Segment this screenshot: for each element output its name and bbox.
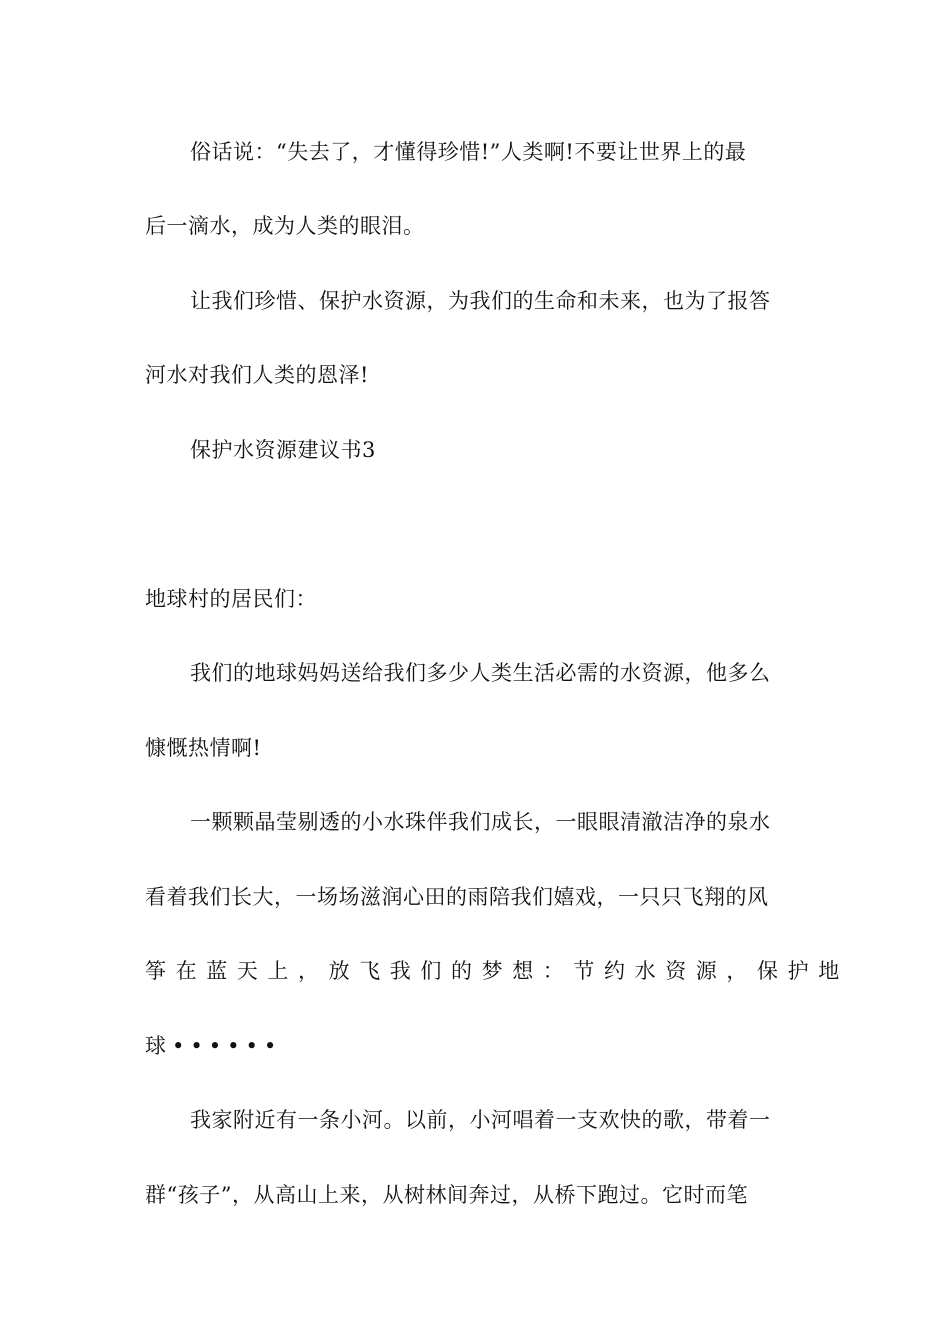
paragraph-line: 我家附近有一条小河。以前，小河唱着一支欢快的歌，带着一 — [190, 1108, 771, 1132]
paragraph-line: 让我们珍惜、保护水资源，为我们的生命和未来，也为了报答 — [190, 289, 771, 313]
paragraph-line: 看着我们长大，一场场滋润心田的雨陪我们嬉戏，一只只飞翔的风 — [145, 885, 769, 909]
paragraph-line: 后一滴水，成为人类的眼泪。 — [145, 214, 425, 238]
paragraph-line: 慷慨热情啊! — [145, 736, 262, 760]
paragraph-line: 我们的地球妈妈送给我们多少人类生活必需的水资源，他多么 — [190, 661, 771, 685]
salutation: 地球村的居民们： — [145, 587, 317, 611]
paragraph-line: 球•••••• — [145, 1034, 283, 1058]
paragraph-line: 筝在蓝天上，放飞我们的梦想：节约水资源，保护地 — [145, 959, 849, 983]
paragraph-line: 河水对我们人类的恩泽! — [145, 363, 369, 387]
paragraph-line: 群“孩子”，从高山上来，从树林间奔过，从桥下跑过。它时而笔 — [145, 1183, 748, 1207]
paragraph-line: 一颗颗晶莹剔透的小水珠伴我们成长，一眼眼清澈洁净的泉水 — [190, 810, 771, 834]
paragraph-line: 俗话说：“失去了，才懂得珍惜!”人类啊!不要让世界上的最 — [190, 140, 747, 164]
section-title: 保护水资源建议书3 — [190, 438, 376, 462]
